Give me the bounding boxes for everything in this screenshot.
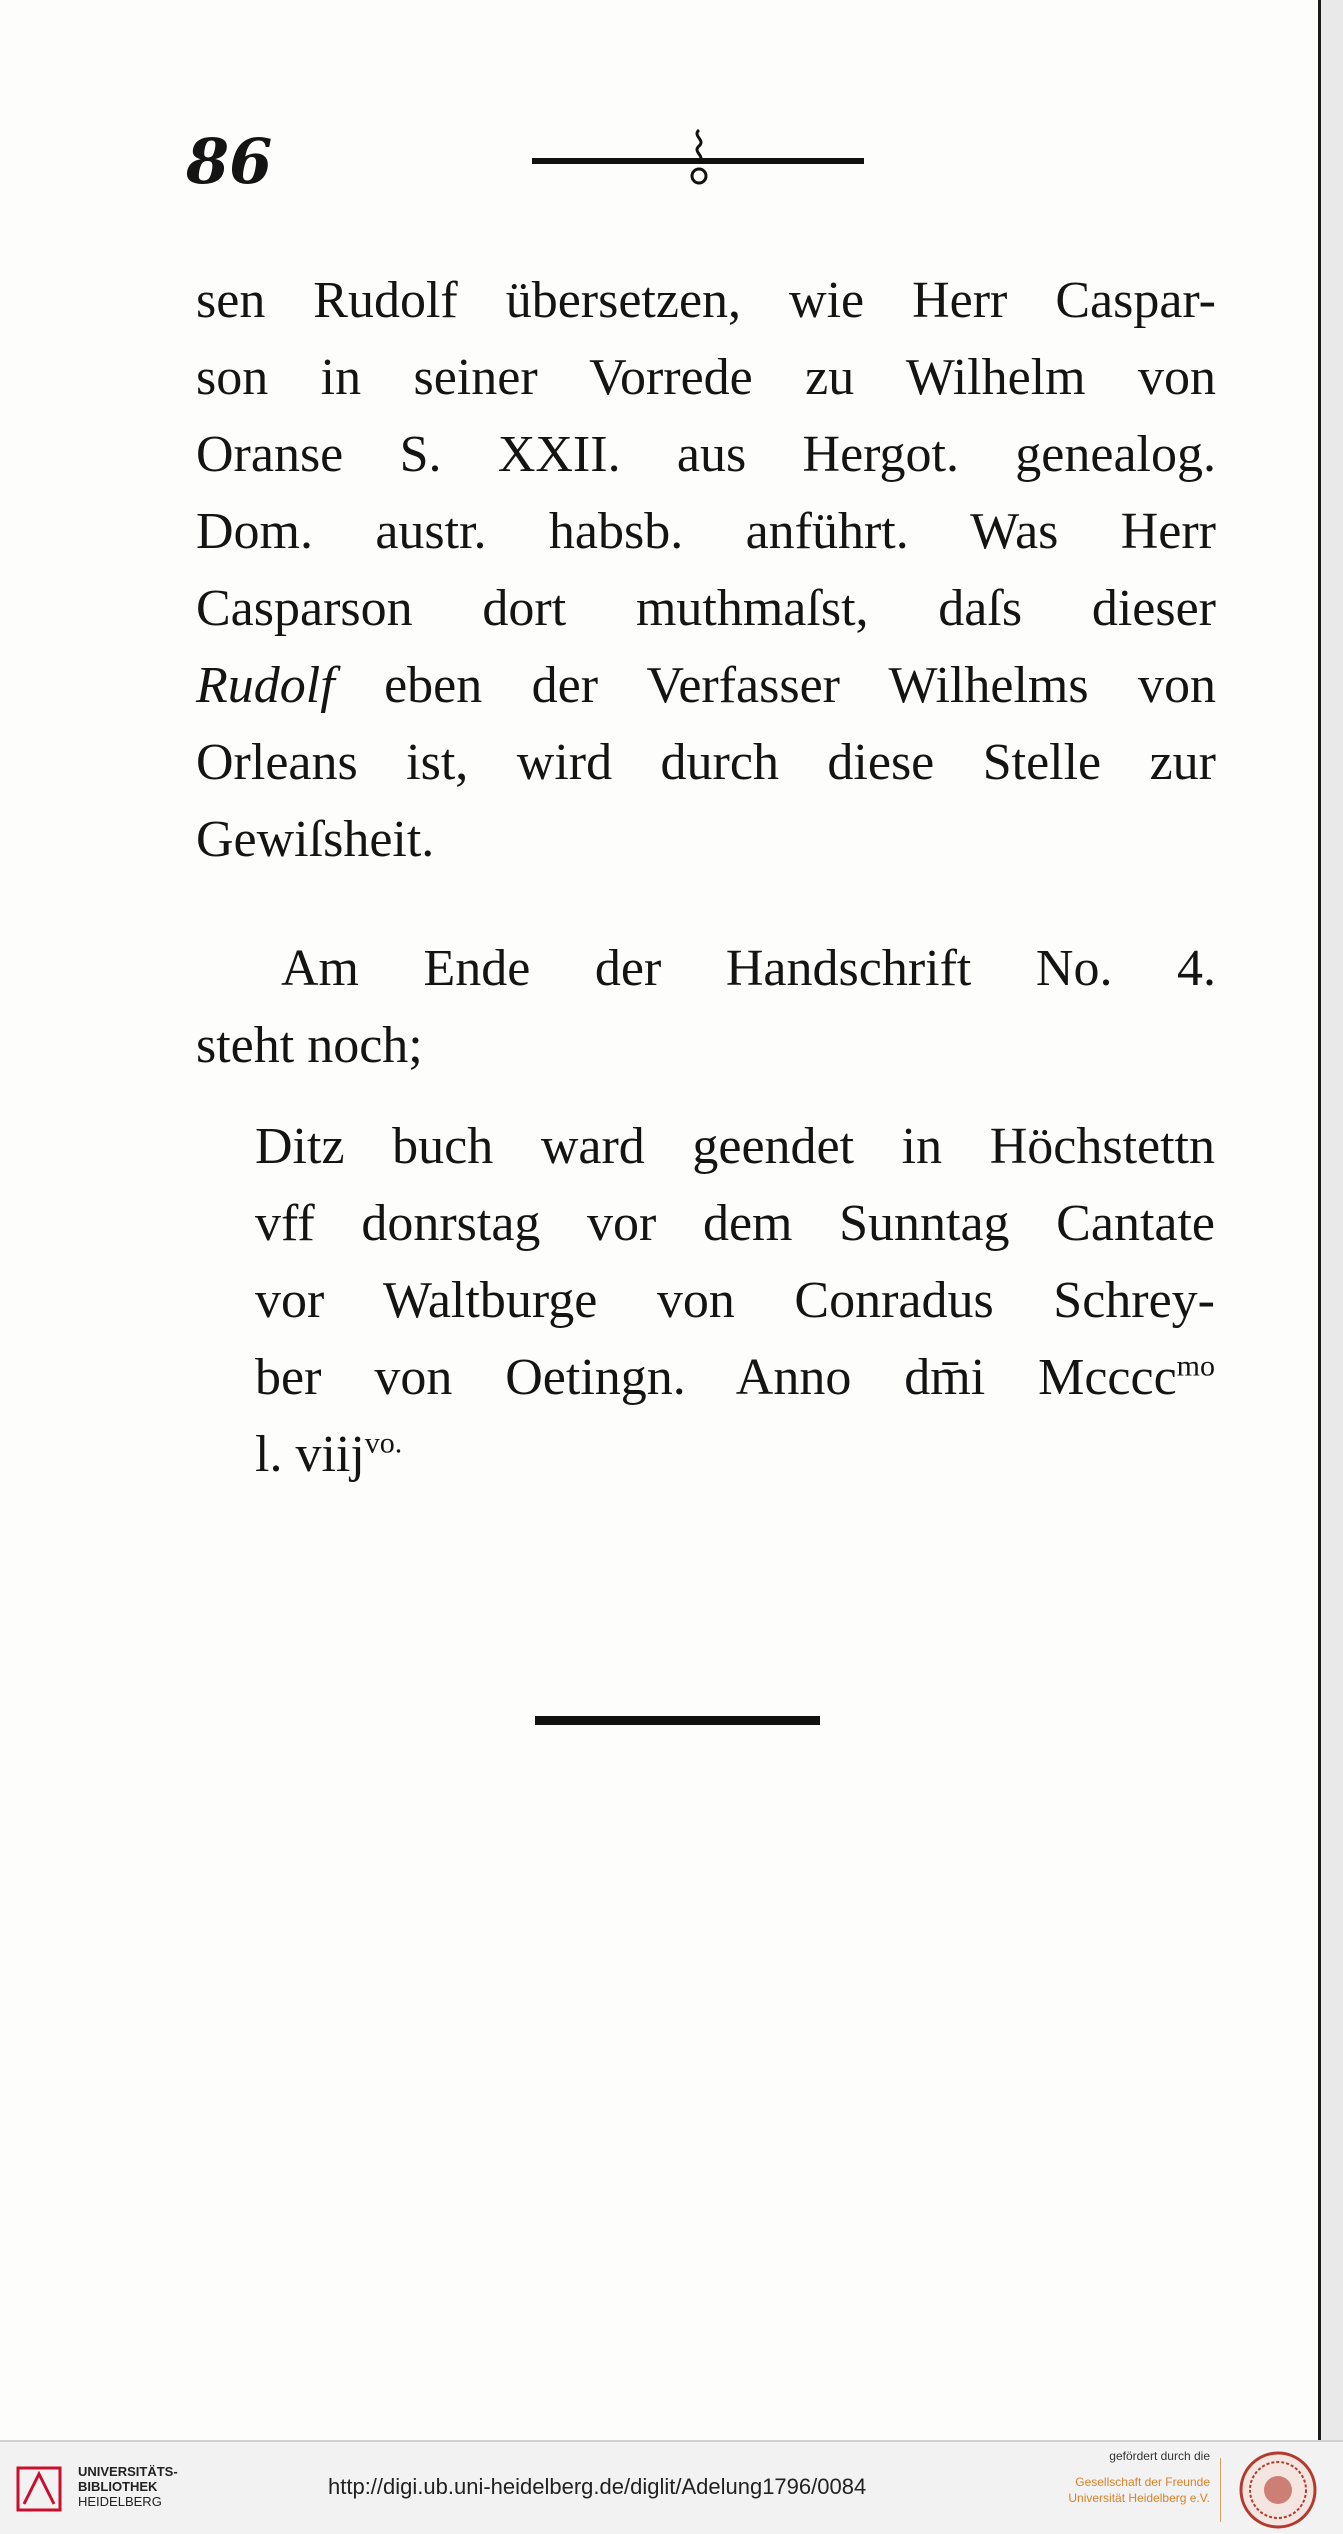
page-number: 86 [186,125,273,198]
text-line: Gewiſsheit. [196,811,435,868]
university-seal-icon [1238,2450,1318,2530]
library-line-1: UNIVERSITÄTS- [78,2464,178,2479]
quotation [255,1108,1215,1493]
superscript: mo [1176,1349,1215,1383]
sponsor-intro: gefördert durch die [1109,2449,1210,2463]
end-rule [535,1716,820,1725]
university-library-logo-icon [14,2464,64,2514]
permalink-url[interactable]: http://digi.ub.uni-heidelberg.de/diglit/Adelung1796/0084 [328,2474,867,2499]
page-edge [1318,0,1343,2440]
sponsor-name-line-2: Universität Heidelberg e.V. [1068,2491,1210,2505]
text-line: steht noch; [196,1017,423,1074]
library-line-3: HEIDELBERG [78,2494,162,2509]
superscript: vo. [364,1426,403,1460]
text-line-rest: eben der Verfasser Wilhelms von [384,657,1217,714]
text-line: Dom. austr. habsb. anführt. Was Herr [196,503,1216,560]
footer-divider [1220,2458,1221,2522]
paragraph-2 [196,930,1216,1084]
footer-bar [0,2440,1343,2534]
sponsor-credit [1030,2448,1210,2506]
text-line: Orleans ist, wird durch diese Stelle zur [196,734,1216,791]
text-line: Oranse S. XXII. aus Hergot. genealog. [196,426,1216,483]
quote-line: Ditz buch ward geendet in Höchstettn [255,1118,1215,1175]
quote-line-text: l. viij [255,1426,365,1483]
text-line: Am Ende der Handschrift No. 4. [281,940,1216,997]
quote-line: vor Waltburge von Conradus Schrey- [255,1272,1215,1329]
paragraph-1 [196,262,1216,878]
quote-line-text: ber von Oetingn. Anno dm̄i Mcccc [255,1349,1177,1406]
text-line: sen Rudolf übersetzen, wie Herr Caspar- [196,272,1216,329]
sponsor-name-line-1: Gesellschaft der Freunde [1075,2475,1210,2489]
quote-line: vff donrstag vor dem Sunntag Cantate [255,1195,1215,1252]
italic-name: Rudolf [196,657,335,714]
library-line-2: BIBLIOTHEK [78,2479,158,2494]
ornament-icon [688,128,710,188]
quote-line-with-sup [255,1416,1215,1493]
text-line: son in seiner Vorrede zu Wilhelm von [196,349,1216,406]
quote-line-with-sup [255,1339,1215,1416]
text-line: Casparson dort muthmaſst, daſs dieser [196,580,1216,637]
text-line-with-italic [196,647,1216,724]
library-name [78,2464,178,2509]
